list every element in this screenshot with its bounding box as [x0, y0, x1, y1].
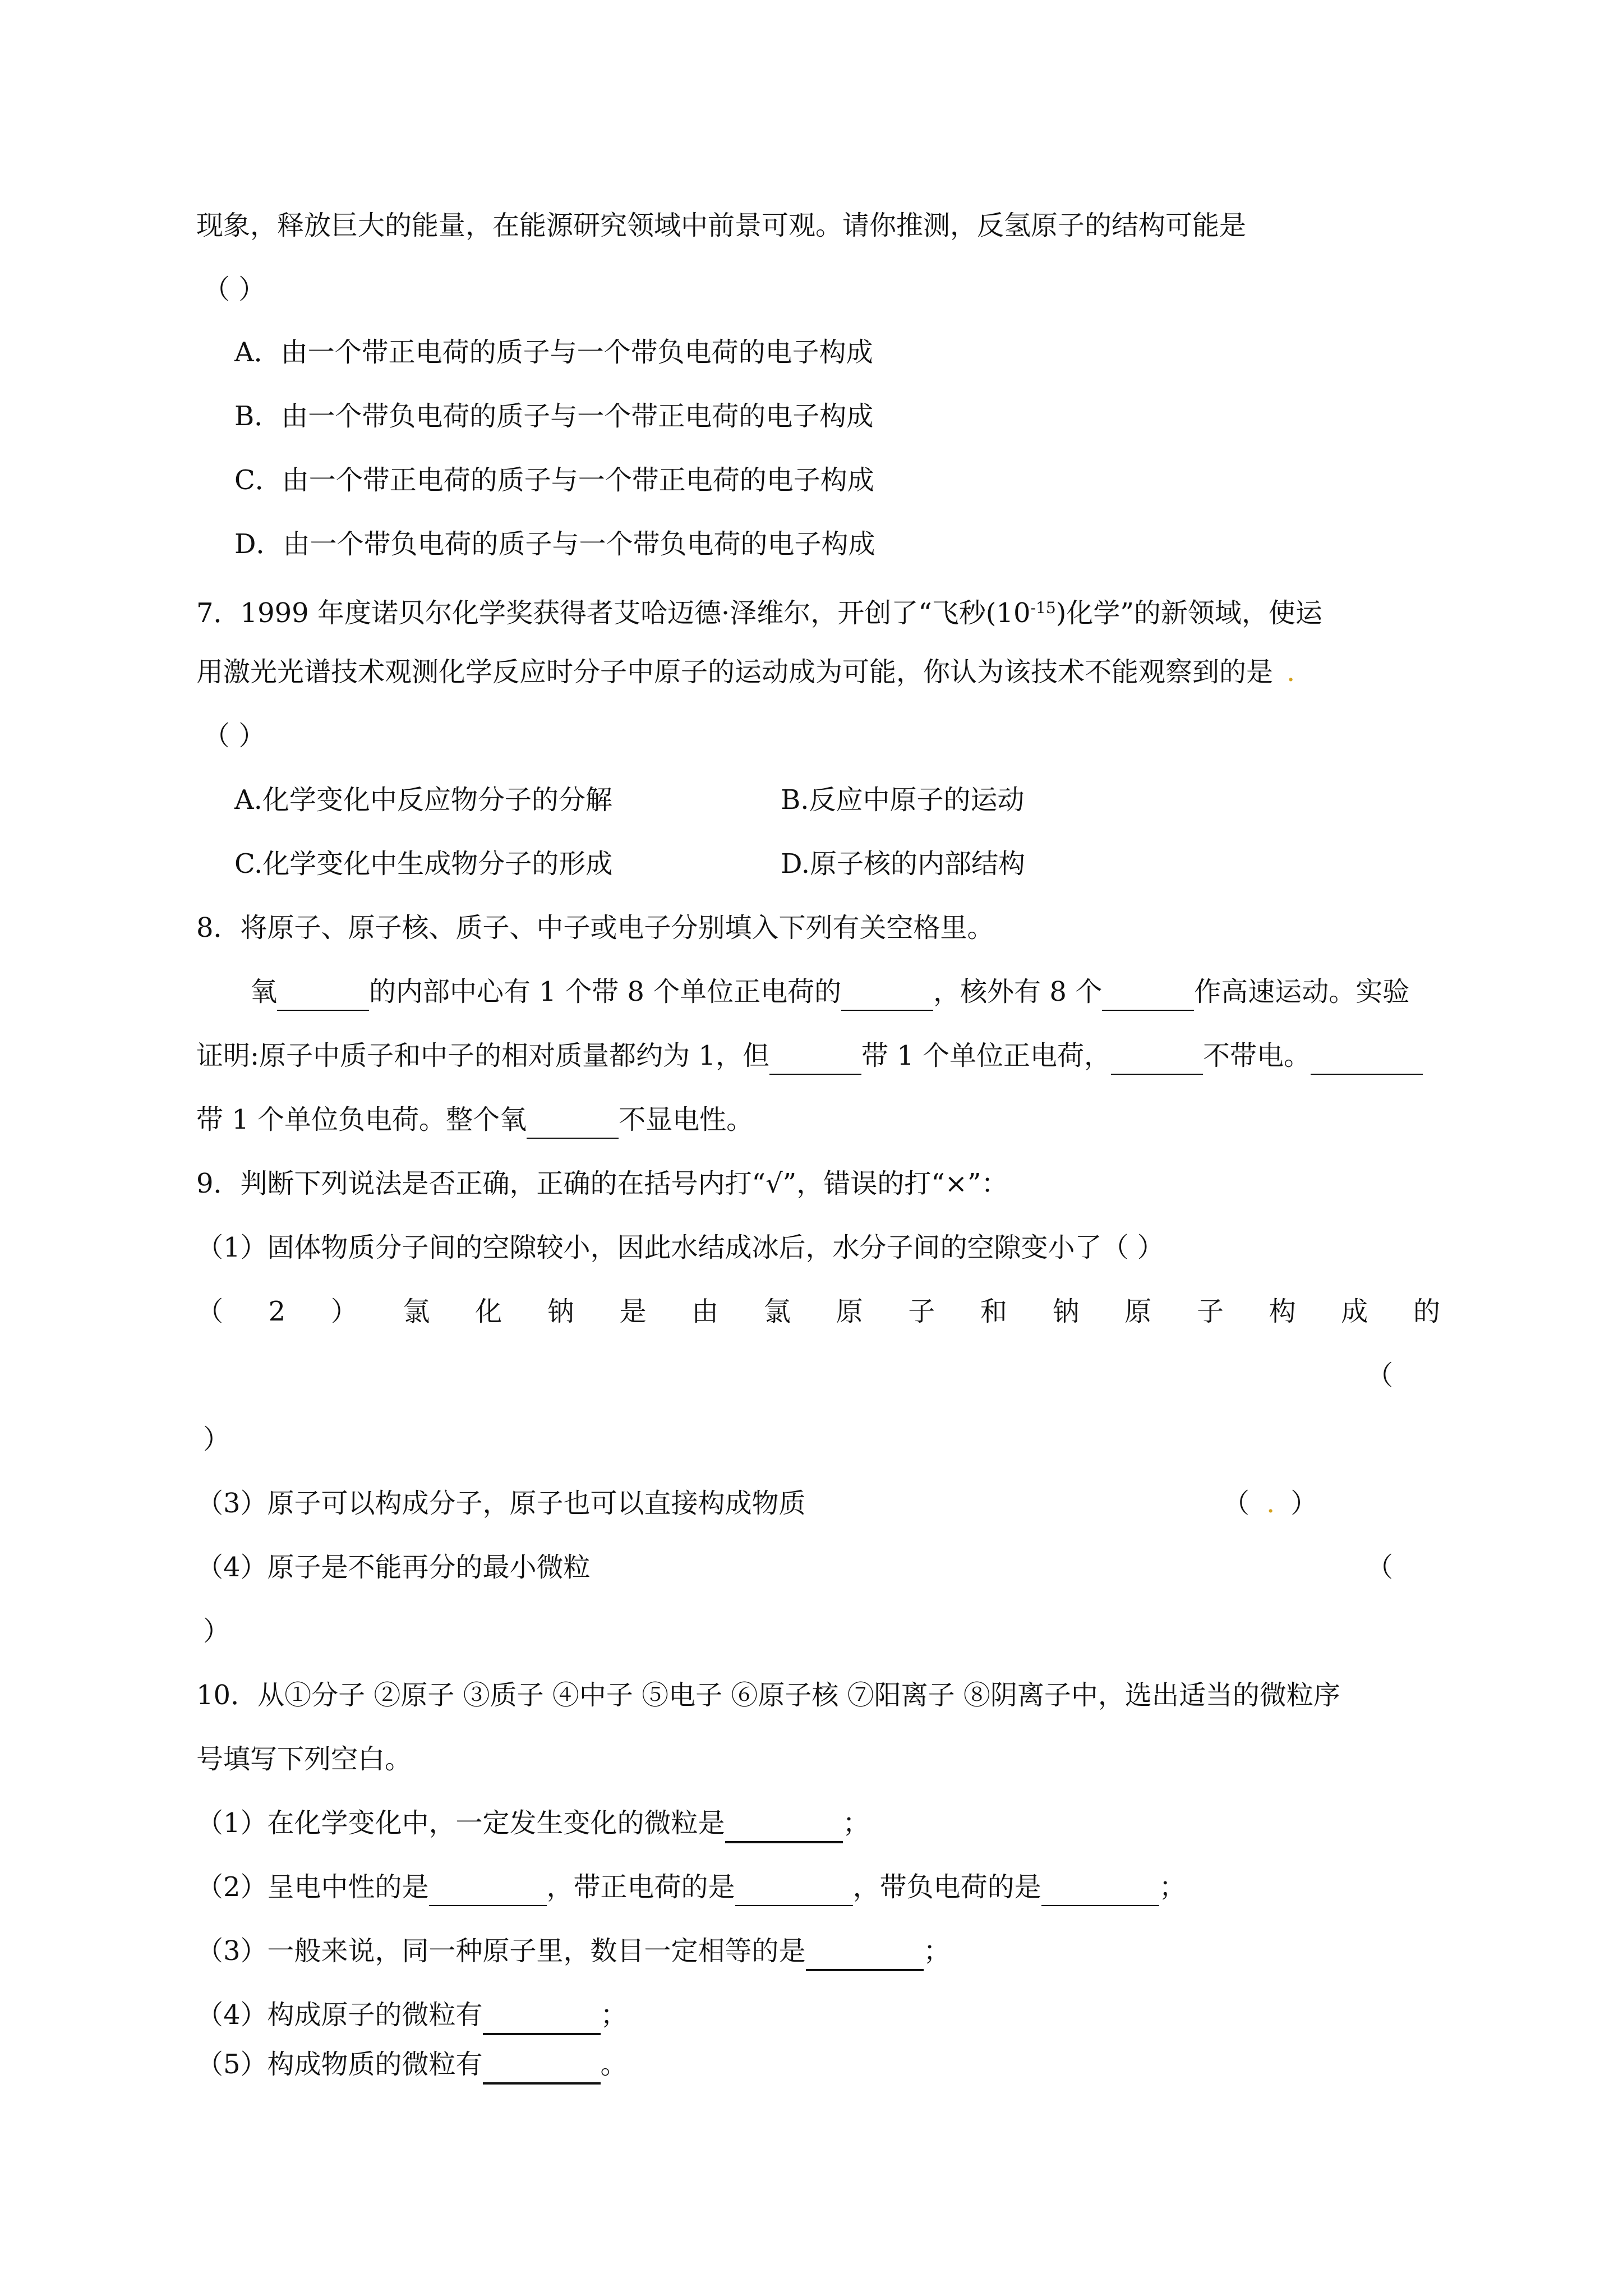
q9-paren-right: ）	[1290, 1488, 1318, 1519]
q6-option-c: C．由一个带正电荷的质子与一个带正电荷的电子构成	[234, 464, 874, 496]
q9-s2-char: 和	[980, 1296, 1007, 1327]
q8-blank[interactable]	[1102, 974, 1194, 1011]
q9-s2-char: ）	[330, 1296, 358, 1327]
q9-statement-4: （4）原子是不能再分的最小微粒	[196, 1552, 591, 1583]
q8-blank[interactable]	[527, 1102, 619, 1139]
q8-blank[interactable]	[1311, 1038, 1423, 1075]
q7-option-a: A.化学变化中反应物分子的分解	[234, 784, 612, 816]
q8-title: 8．将原子、原子核、质子、中子或电子分别填入下列有关空格里。	[196, 912, 994, 944]
q9-s2-char: 的	[1413, 1296, 1440, 1327]
q7-answer-paren: （ ）	[203, 720, 266, 752]
q7-stem-line-1	[196, 590, 1322, 631]
q9-s2-char: 2	[268, 1296, 286, 1327]
q10-text: ，带正电荷的是	[546, 1871, 735, 1903]
q9-paren-left: （	[1223, 1488, 1250, 1519]
stray-dot-mark: .	[1266, 1488, 1275, 1519]
q10-text: （3）一般来说，同一种原子里，数目一定相等的是	[196, 1935, 806, 1967]
q8-text: ，核外有 8 个	[933, 976, 1103, 1007]
q8-text: 作高速运动。实验	[1194, 976, 1410, 1007]
q9-s2-char: 子	[908, 1296, 935, 1327]
q8-line-1	[250, 974, 1409, 1011]
q9-statement-2	[196, 1294, 1440, 1329]
q6-answer-paren: （ ）	[203, 274, 266, 305]
stray-dot-mark: .	[1287, 656, 1295, 688]
q8-blank[interactable]	[841, 974, 933, 1011]
q9-statement-1: （1）固体物质分子间的空隙较小，因此水结成冰后，水分子间的空隙变小了（ ）	[196, 1232, 1164, 1263]
q9-s2-char: 子	[1196, 1296, 1224, 1327]
q10-text: （2）呈电中性的是	[196, 1871, 429, 1903]
q10-item-2	[196, 1869, 1186, 1906]
q9-s4-open-paren: （	[1366, 1552, 1394, 1583]
q9-s2-char: 钠	[547, 1296, 574, 1327]
q9-s2-char: 原	[1124, 1296, 1152, 1327]
q10-blank[interactable]	[429, 1869, 547, 1906]
q10-item-4	[196, 1997, 628, 2035]
q10-blank[interactable]	[1041, 1869, 1159, 1906]
q9-s4-close-paren: ）	[203, 1616, 230, 1647]
q10-blank[interactable]	[483, 2046, 601, 2085]
q10-text: 。	[600, 2049, 628, 2080]
q10-text: （5）构成物质的微粒有	[196, 2049, 483, 2080]
q8-text: 证明:原子中质子和中子的相对质量都约为 1，但	[196, 1040, 769, 1071]
q9-s2-char: 构	[1269, 1296, 1296, 1327]
q10-text: ，带负电荷的是	[852, 1871, 1041, 1903]
q9-s3-paren	[1223, 1485, 1317, 1521]
q9-s2-char: 钠	[1052, 1296, 1080, 1327]
q9-s2-char: 氯	[403, 1296, 430, 1327]
q7-exponent: -15	[1030, 599, 1056, 617]
q7-option-c: C.化学变化中生成物分子的形成	[234, 848, 613, 880]
q9-s2-char: 是	[619, 1296, 647, 1327]
q9-s2-char: 成	[1341, 1296, 1368, 1327]
q10-blank[interactable]	[735, 1869, 853, 1906]
q8-text: 带 1 个单位正电荷，	[861, 1040, 1112, 1071]
q7-stem-line-2	[196, 654, 1295, 690]
q8-blank[interactable]	[769, 1038, 861, 1075]
q10-text: ；	[842, 1807, 870, 1839]
q10-blank[interactable]	[806, 1933, 924, 1971]
q8-blank[interactable]	[277, 974, 369, 1011]
q10-text: ；	[600, 1999, 628, 2031]
q10-text: （4）构成原子的微粒有	[196, 1999, 483, 2031]
q8-line-2	[196, 1038, 1423, 1075]
q6-option-a: A．由一个带正电荷的质子与一个带负电荷的电子构成	[234, 337, 873, 368]
q10-text: （1）在化学变化中，一定发生变化的微粒是	[196, 1807, 725, 1839]
q8-text: 不带电。	[1203, 1040, 1311, 1071]
q10-item-1	[196, 1805, 870, 1843]
q9-s2-close-paren: ）	[203, 1424, 230, 1455]
q7-option-d: D.原子核的内部结构	[781, 848, 1026, 880]
q9-title: 9．判断下列说法是否正确，正确的在括号内打“√”，错误的打“×”：	[196, 1168, 1008, 1199]
q9-s2-open-paren: （	[1366, 1360, 1394, 1391]
q10-item-3	[196, 1933, 951, 1971]
q6-option-b: B．由一个带负电荷的质子与一个带正电荷的电子构成	[234, 401, 874, 432]
q9-statement-3: （3）原子可以构成分子，原子也可以直接构成物质	[196, 1488, 806, 1519]
q9-s2-char: （	[196, 1296, 224, 1327]
q8-text: 氧	[250, 976, 278, 1007]
q8-line-3	[196, 1102, 753, 1139]
q9-s2-char: 化	[475, 1296, 502, 1327]
q7-option-b: B.反应中原子的运动	[781, 784, 1025, 816]
q10-text: ；	[923, 1935, 951, 1967]
q9-s2-char: 氯	[763, 1296, 791, 1327]
q9-s2-char: 原	[836, 1296, 863, 1327]
q10-item-5	[196, 2046, 628, 2085]
q7-stem-text: 用激光光谱技术观测化学反应时分子中原子的运动成为可能，你认为该技术不能观察到的是	[196, 656, 1274, 688]
q10-blank[interactable]	[725, 1805, 843, 1843]
q8-text: 带 1 个单位负电荷。整个氧	[196, 1104, 527, 1135]
q6-stem-line: 现象，释放巨大的能量，在能源研究领域中前景可观。请你推测，反氢原子的结构可能是	[196, 210, 1247, 241]
q10-title-line-1: 10．从①分子 ②原子 ③质子 ④中子 ⑤电子 ⑥原子核 ⑦阳离子 ⑧阴离子中，选出适当的微粒序	[196, 1680, 1340, 1711]
q10-text: ；	[1159, 1871, 1186, 1903]
q7-stem-part-b: )化学”的新领域，使运	[1055, 597, 1322, 629]
q8-text: 的内部中心有 1 个带 8 个单位正电荷的	[369, 976, 842, 1007]
q7-stem-part-a: 7．1999 年度诺贝尔化学奖获得者艾哈迈德·泽维尔，开创了“飞秒(10	[196, 597, 1031, 629]
q10-blank[interactable]	[483, 1997, 601, 2035]
q8-blank[interactable]	[1111, 1038, 1203, 1075]
q9-s2-char: 由	[691, 1296, 719, 1327]
q6-option-d: D．由一个带负电荷的质子与一个带负电荷的电子构成	[234, 528, 875, 560]
q10-title-line-2: 号填写下列空白。	[196, 1743, 412, 1775]
q8-text: 不显电性。	[619, 1104, 754, 1135]
